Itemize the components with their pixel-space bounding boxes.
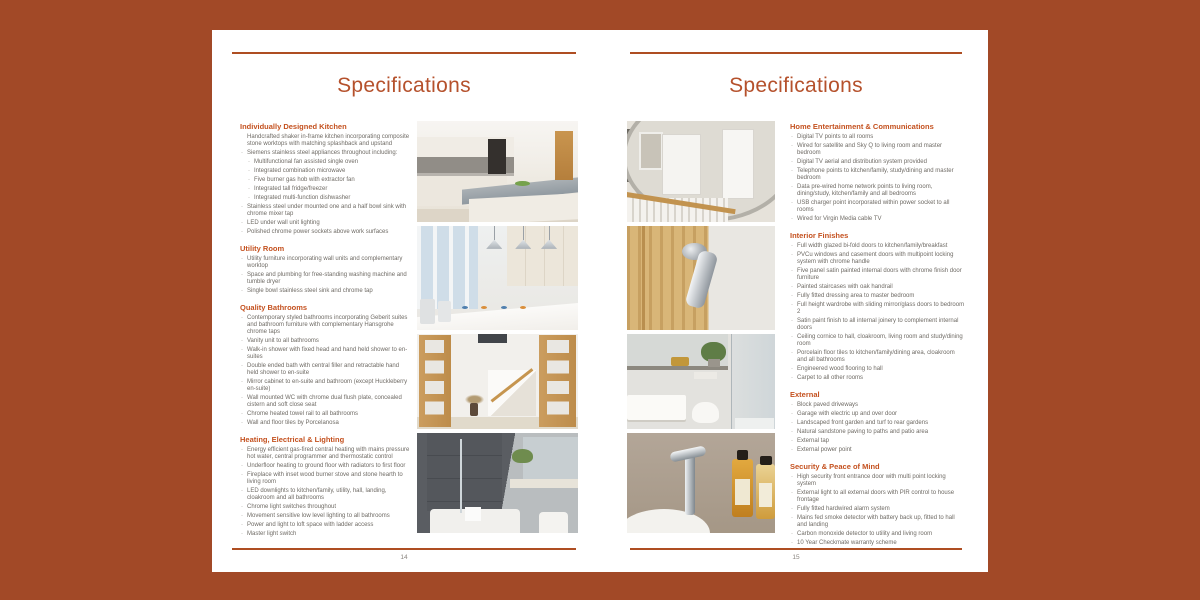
spec-item: · Power and light to loft space with ladder access: [241, 522, 374, 528]
spec-item: · Contemporary styled bathrooms incorporating Geberit suites and bathroom furniture with complementary Hansgrohe chrome taps: [241, 315, 408, 335]
spec-item: · Wall and floor tiles by Porcelanosa: [241, 420, 339, 426]
spec-item: · Natural sandstone paving to paths and patio area: [791, 429, 929, 435]
spec-item: · 10 Year Checkmate warranty scheme: [791, 540, 897, 546]
section-heading: Interior Finishes: [790, 231, 849, 240]
spec-item: · Walk-in shower with fixed head and hand held shower to en-suites: [241, 347, 408, 360]
spec-item: · USB charger point incorporated within power socket to all rooms: [791, 200, 950, 213]
photo-chrome-basin-tap: [627, 433, 775, 533]
spec-item: · Landscaped front garden and turf to rear gardens: [791, 420, 929, 426]
spec-item: · PVCu windows and casement doors with multipoint locking system with chrome handle: [791, 252, 954, 265]
section-heading: Quality Bathrooms: [240, 303, 308, 312]
bottom-rule-right-page: [630, 548, 962, 550]
photo-landing-mirror: [627, 121, 775, 222]
spec-item: · Double ended bath with central filler and retractable hand held shower to en-suite: [241, 363, 400, 376]
spec-item: · Chrome light switches throughout: [241, 504, 337, 510]
spec-item: · Fully fitted dressing area to master bedroom: [791, 293, 915, 299]
section-heading: Security & Peace of Mind: [790, 462, 880, 471]
spec-item: · Telephone points to kitchen/family, study/dining and master bedroom: [791, 168, 954, 181]
bottom-rule-left-page: [232, 548, 576, 550]
spec-item: · Chrome heated towel rail to all bathrooms: [241, 411, 359, 417]
spec-item: · Digital TV points to all rooms: [791, 134, 874, 140]
spec-item: · Integrated tall fridge/freezer: [248, 186, 328, 192]
spec-item: · Movement sensitive low level lighting to all bathrooms: [241, 513, 390, 519]
spec-item: · Mains fed smoke detector with battery back up, fitted to hall and landing: [791, 515, 955, 528]
photo-dining-area: [417, 226, 578, 330]
section-heading: External: [790, 390, 820, 399]
section-heading: Individually Designed Kitchen: [240, 122, 347, 131]
spec-item: · Stainless steel under mounted one and a half bowl sink with chrome mixer tap: [241, 204, 407, 217]
spec-item: · LED downlights to kitchen/family, utility, hall, landing, cloakroom and all bathrooms: [241, 488, 387, 501]
spec-item: · Engineered wood flooring to hall: [791, 366, 883, 372]
spec-item: Handcrafted shaker in-frame kitchen incorporating composite stone worktops with matching splashback and upstand: [247, 134, 410, 147]
spec-item: · Data pre-wired home network points to living room, dining/study, kitchen/family and all bedrooms: [791, 184, 933, 197]
spec-item: · Five burner gas hob with extractor fan: [248, 177, 355, 183]
photo-chrome-door-handle: [627, 226, 775, 330]
spec-item: · Wired for Virgin Media cable TV: [791, 216, 882, 222]
top-rule-left-page: [232, 52, 576, 54]
page-title: Specifications: [729, 74, 863, 97]
spec-item: · Energy efficient gas-fired central heating with mains pressure hot water, central programmer and thermostatic control: [241, 447, 410, 460]
section-heading: Heating, Electrical & Lighting: [240, 435, 345, 444]
spec-item: · Master light switch: [241, 531, 297, 537]
photo-en-suite-shower-room: [627, 334, 775, 429]
section-heading: Home Entertainment & Communications: [790, 122, 934, 131]
spec-item: · Carbon monoxide detector to utility and living room: [791, 531, 933, 537]
spec-item: · Full width glazed bi-fold doors to kitchen/family/breakfast: [791, 243, 948, 249]
spec-item: · Wall mounted WC with chrome dual flush plate, concealed cistern and soft close seat: [241, 395, 402, 408]
spec-item: · Full height wardrobe with sliding mirror/glass doors to bedroom 2: [791, 302, 965, 315]
spec-item: · Painted staircases with oak handrail: [791, 284, 893, 290]
spec-item: · Integrated combination microwave: [248, 168, 346, 174]
photo-kitchen: [417, 121, 578, 222]
spec-item: · External power point: [791, 447, 852, 453]
spec-item: · External tap: [791, 438, 830, 444]
spec-item: · Carpet to all other rooms: [791, 375, 864, 381]
spec-item: · Wired for satellite and Sky Q to living room and master bedroom: [791, 143, 943, 156]
spec-item: · Polished chrome power sockets above work surfaces: [241, 229, 389, 235]
spec-item: · High security front entrance door with multi point locking system: [791, 474, 946, 487]
spec-item: · Digital TV aerial and distribution system provided: [791, 159, 927, 165]
specs-column-left: [240, 120, 412, 540]
spec-item: · Single bowl stainless steel sink and chrome tap: [241, 288, 373, 294]
spec-item: · Ceiling cornice to hall, cloakroom, living room and study/dining room: [791, 334, 963, 347]
spec-item: · Mirror cabinet to en-suite and bathroom (except Huckleberry en-suite): [241, 379, 408, 392]
spec-item: · Siemens stainless steel appliances throughout including:: [241, 150, 398, 156]
spec-item: · Garage with electric up and over door: [791, 411, 898, 417]
spec-item: · Vanity unit to all bathrooms: [241, 338, 319, 344]
photo-family-bathroom: [417, 433, 578, 533]
spec-item: · Block paved driveways: [791, 402, 859, 408]
spec-item: · Integrated multi-function dishwasher: [248, 195, 351, 201]
spec-item: · Fireplace with inset wood burner stove and stone hearth to living room: [241, 472, 403, 485]
page-title: Specifications: [337, 74, 471, 97]
brochure-spread: [212, 30, 988, 572]
section-heading: Utility Room: [240, 244, 285, 253]
photo-column-right: [627, 121, 775, 537]
spec-item: · Fully fitted hardwired alarm system: [791, 506, 890, 512]
spec-item: · Utility furniture incorporating wall units and complementary worktop: [241, 256, 403, 269]
spec-item: · Five panel satin painted internal doors with chrome finish door furniture: [791, 268, 962, 281]
photo-column-left: [417, 121, 578, 537]
spec-item: · LED under wall unit lighting: [241, 220, 320, 226]
spec-item: · Porcelain floor tiles to kitchen/family/dining area, cloakroom and all bathrooms: [791, 350, 955, 363]
page-number: 14: [400, 554, 408, 561]
spec-item: · External light to all external doors with PIR control to house frontage: [791, 490, 955, 503]
spec-item: · Space and plumbing for free-standing washing machine and tumble dryer: [241, 272, 407, 285]
top-rule-right-page: [630, 52, 962, 54]
spec-item: · Underfloor heating to ground floor with radiators to first floor: [241, 463, 406, 469]
page-number: 15: [792, 554, 800, 561]
spec-item: · Multifunctional fan assisted single oven: [248, 159, 359, 165]
specs-column-right: [790, 120, 966, 549]
spec-item: · Satin paint finish to all internal joinery to complement internal doors: [791, 318, 959, 331]
photo-oak-doors-staircase: [417, 334, 578, 429]
